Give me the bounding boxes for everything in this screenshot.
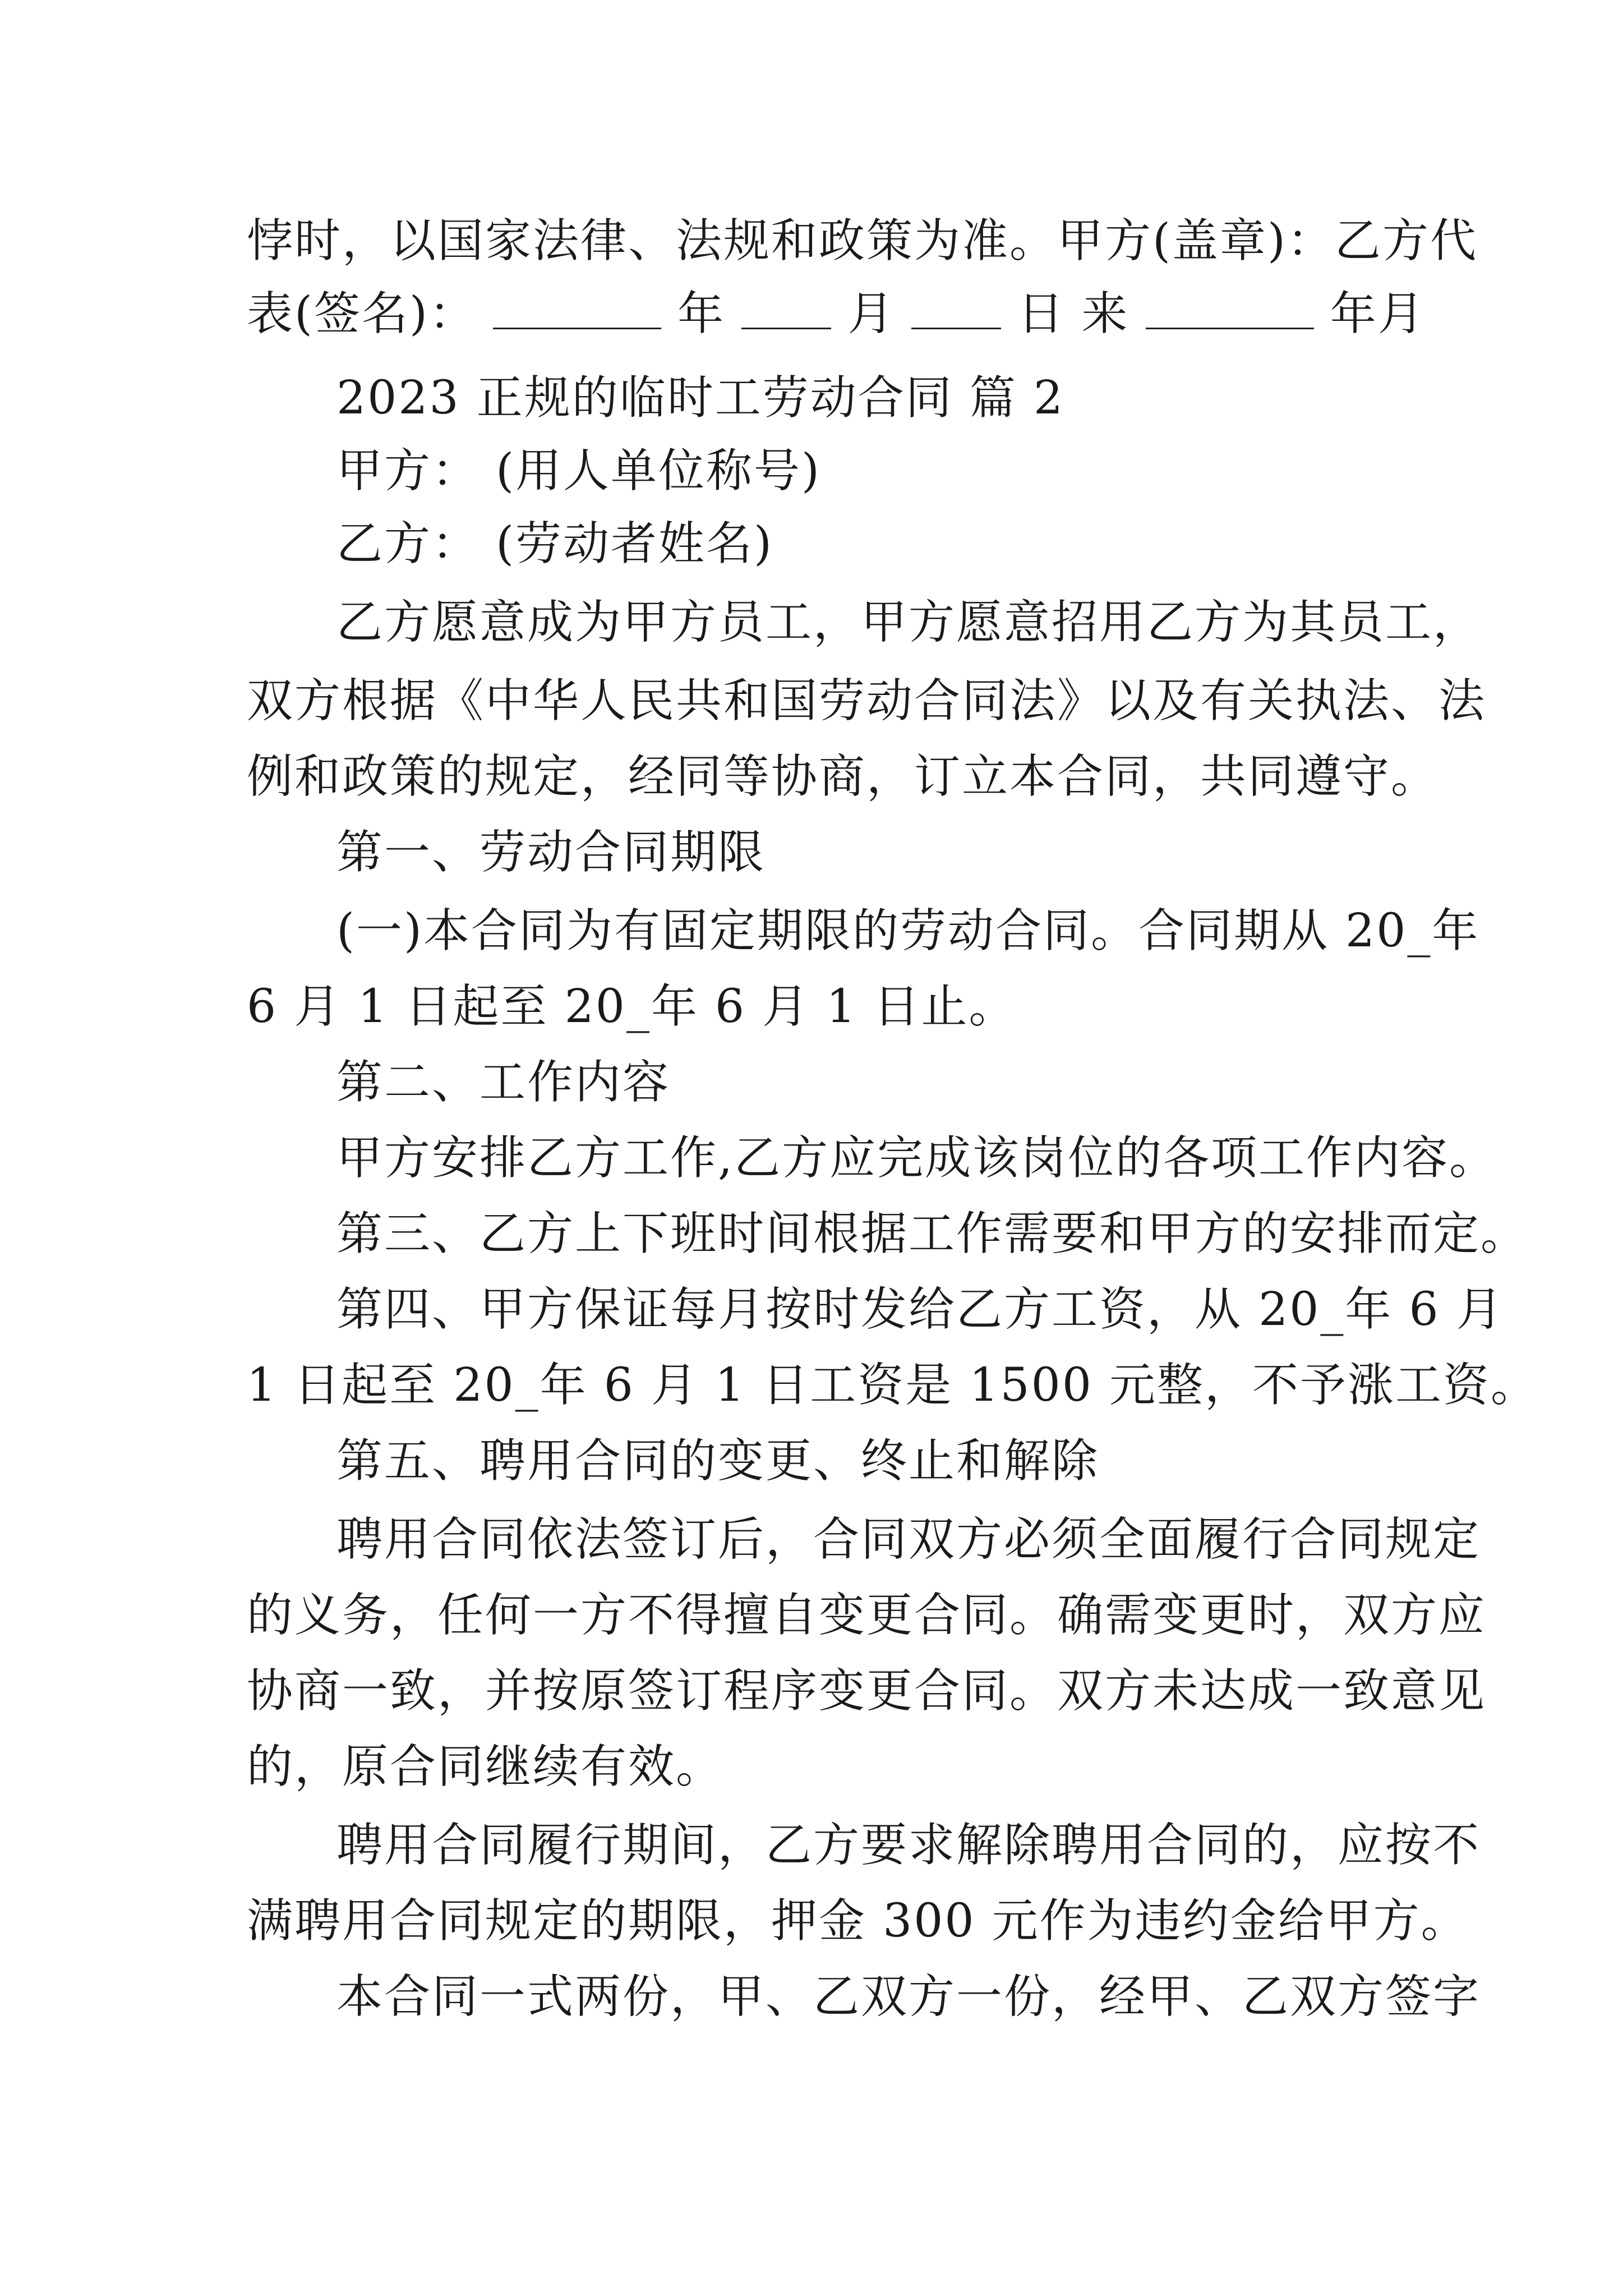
text-line: 第四、甲方保证每月按时发给乙方工资，从 20_年 6 月 — [336, 1283, 1504, 1336]
text-line: 本合同一式两份，甲、乙双方一份，经甲、乙双方签字 — [336, 1970, 1481, 2023]
text-line: (一)本合同为有固定期限的劳动合同。合同期从 20_年 — [336, 904, 1480, 958]
date2-blank — [1146, 293, 1314, 329]
section-title: 2023 正规的临时工劳动合同 篇 2 — [336, 371, 1065, 425]
month-label: 月 — [847, 287, 896, 341]
text-line: 第三、乙方上下班时间根据工作需要和甲方的安排而定。 — [336, 1207, 1529, 1260]
year-label: 年 — [677, 287, 726, 341]
party-a-line: 甲方： (用人单位称号) — [336, 444, 822, 498]
clause-heading: 第一、劳动合同期限 — [336, 826, 766, 879]
party-b-line: 乙方： (劳动者姓名) — [336, 517, 774, 570]
day-blank — [911, 293, 1001, 329]
text-line: 例和政策的规定，经同等协商，订立本合同，共同遵守。 — [247, 750, 1439, 803]
text-line: 双方根据《中华人民共和国劳动合同法》以及有关执法、法 — [247, 674, 1487, 728]
signature-label: 表(签名)： — [247, 287, 477, 341]
text-line: 悖时，以国家法律、法规和政策为准。甲方(盖章)：乙方代 — [247, 214, 1478, 268]
clause-heading: 第五、聘用合同的变更、终止和解除 — [336, 1434, 1100, 1488]
signature-blank — [493, 293, 661, 329]
text-line: 6 月 1 日起至 20_年 6 月 1 日止。 — [247, 980, 1017, 1033]
signature-line — [247, 286, 1426, 342]
text-line: 的，原合同继续有效。 — [247, 1740, 724, 1793]
text-line: 协商一致，并按原签订程序变更合同。双方未达成一致意见 — [247, 1664, 1487, 1718]
text-line: 甲方安排乙方工作,乙方应完成该岗位的各项工作内容。 — [336, 1131, 1497, 1185]
day-label: 日 来 — [1017, 287, 1129, 341]
text-line: 的义务，任何一方不得擅自变更合同。确需变更时，双方应 — [247, 1589, 1487, 1642]
text-line: 聘用合同履行期间，乙方要求解除聘用合同的，应按不 — [336, 1819, 1481, 1872]
text-line: 满聘用合同规定的期限，押金 300 元作为违约金给甲方。 — [247, 1894, 1469, 1948]
text-line: 乙方愿意成为甲方员工，甲方愿意招用乙方为其员工， — [336, 596, 1481, 649]
clause-heading: 第二、工作内容 — [336, 1056, 671, 1109]
text-line: 1 日起至 20_年 6 月 1 日工资是 1500 元整，不予涨工资。 — [247, 1359, 1539, 1412]
year-month-label: 年月 — [1330, 287, 1426, 341]
month-blank — [741, 293, 831, 329]
text-line: 聘用合同依法签订后，合同双方必须全面履行合同规定 — [336, 1513, 1481, 1566]
